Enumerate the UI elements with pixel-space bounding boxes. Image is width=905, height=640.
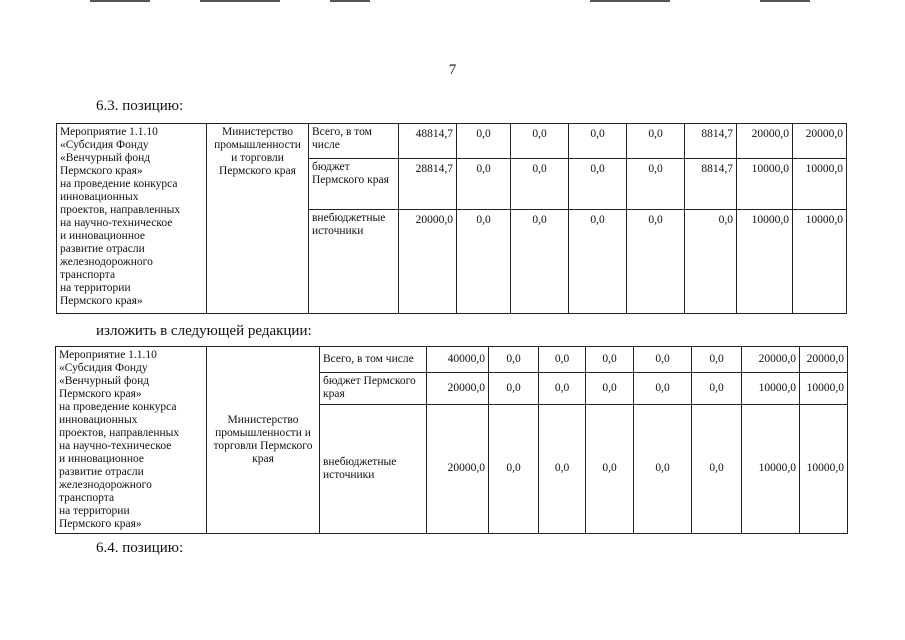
measure-line: проектов, направленных <box>60 204 181 216</box>
value-cell: 0,0 <box>569 210 627 314</box>
value-cell: 0,0 <box>692 373 742 404</box>
value-cell: 0,0 <box>457 210 511 314</box>
value-cell: 0,0 <box>569 124 627 159</box>
measure-line: Пермского края» <box>59 518 142 530</box>
measure-line: на территории <box>60 282 131 294</box>
value-cell: 10000,0 <box>737 210 793 314</box>
value-cell: 20000,0 <box>793 124 847 159</box>
measure-line: транспорта <box>59 492 115 504</box>
value-cell: 0,0 <box>627 124 685 159</box>
value-cell: 10000,0 <box>793 210 847 314</box>
measure-line: Мероприятие 1.1.10 <box>59 349 157 361</box>
value-cell: 20000,0 <box>399 210 457 314</box>
value-cell: 8814,7 <box>685 159 737 210</box>
scan-artifact <box>330 0 370 2</box>
source-cell: бюджет Пермского края <box>309 159 399 210</box>
position-table-old <box>56 123 847 314</box>
executor-cell: Министерство промышленности и торговли Пермского края <box>207 347 320 534</box>
source-cell: Всего, в том числе <box>309 124 399 159</box>
value-cell: 0,0 <box>539 373 586 404</box>
scan-artifact <box>590 0 670 2</box>
value-cell: 0,0 <box>489 404 539 533</box>
source-cell: внебюджетные источники <box>309 210 399 314</box>
value-cell: 20000,0 <box>800 347 848 373</box>
value-cell: 10000,0 <box>800 373 848 404</box>
measure-description <box>57 124 207 314</box>
value-cell: 0,0 <box>569 159 627 210</box>
measure-line: развитие отрасли <box>60 243 145 255</box>
value-cell: 0,0 <box>511 159 569 210</box>
scan-artifact <box>760 0 810 2</box>
value-cell: 0,0 <box>489 373 539 404</box>
value-cell: 0,0 <box>692 347 742 373</box>
value-cell: 0,0 <box>539 347 586 373</box>
value-cell: 10000,0 <box>800 404 848 533</box>
executor-cell: Министерство промышленности и торговли Пермского края <box>207 124 309 314</box>
value-cell: 10000,0 <box>737 159 793 210</box>
value-cell: 0,0 <box>457 124 511 159</box>
value-cell: 0,0 <box>511 124 569 159</box>
measure-line: и инновационное <box>59 453 144 465</box>
value-cell: 10000,0 <box>793 159 847 210</box>
measure-line: на научно-техническое <box>59 440 172 452</box>
measure-line: Пермского края» <box>60 165 143 177</box>
caption-position-6-3: 6.3. позицию: <box>96 98 184 114</box>
measure-line: Пермского края» <box>60 295 143 307</box>
source-cell: внебюджетные источники <box>320 404 427 533</box>
value-cell: 0,0 <box>586 347 634 373</box>
value-cell: 0,0 <box>539 404 586 533</box>
value-cell: 0,0 <box>634 347 692 373</box>
value-cell: 0,0 <box>634 373 692 404</box>
value-cell: 0,0 <box>627 159 685 210</box>
measure-line: железнодорожного <box>60 256 153 268</box>
measure-line: «Венчурный фонд <box>60 152 151 164</box>
measure-line: на проведение конкурса <box>60 178 178 190</box>
value-cell: 8814,7 <box>685 124 737 159</box>
measure-line: «Венчурный фонд <box>59 375 150 387</box>
value-cell: 0,0 <box>692 404 742 533</box>
value-cell: 20000,0 <box>742 347 800 373</box>
value-cell: 28814,7 <box>399 159 457 210</box>
measure-line: «Субсидия Фонду <box>60 139 149 151</box>
value-cell: 20000,0 <box>737 124 793 159</box>
value-cell: 20000,0 <box>427 404 489 533</box>
value-cell: 20000,0 <box>427 373 489 404</box>
measure-line: и инновационное <box>60 230 145 242</box>
value-cell: 0,0 <box>457 159 511 210</box>
value-cell: 0,0 <box>586 373 634 404</box>
page-number: 7 <box>448 62 457 78</box>
value-cell: 0,0 <box>634 404 692 533</box>
measure-line: железнодорожного <box>59 479 152 491</box>
value-cell: 0,0 <box>627 210 685 314</box>
value-cell: 0,0 <box>586 404 634 533</box>
measure-line: Пермского края» <box>59 388 142 400</box>
caption-new-edition: изложить в следующей редакции: <box>96 323 312 339</box>
scan-artifact <box>90 0 150 2</box>
source-cell: Всего, в том числе <box>320 347 427 373</box>
measure-line: транспорта <box>60 269 116 281</box>
measure-line: развитие отрасли <box>59 466 144 478</box>
scan-artifact <box>200 0 280 2</box>
measure-line: инновационных <box>59 414 138 426</box>
measure-description <box>56 347 207 534</box>
measure-line: Мероприятие 1.1.10 <box>60 126 158 138</box>
value-cell: 0,0 <box>511 210 569 314</box>
value-cell: 0,0 <box>685 210 737 314</box>
caption-position-6-4: 6.4. позицию: <box>96 540 184 556</box>
measure-line: «Субсидия Фонду <box>59 362 148 374</box>
value-cell: 48814,7 <box>399 124 457 159</box>
source-cell: бюджет Пермского края <box>320 373 427 404</box>
value-cell: 40000,0 <box>427 347 489 373</box>
measure-line: на научно-техническое <box>60 217 173 229</box>
value-cell: 10000,0 <box>742 373 800 404</box>
value-cell: 0,0 <box>489 347 539 373</box>
measure-line: на проведение конкурса <box>59 401 177 413</box>
measure-line: на территории <box>59 505 130 517</box>
measure-line: инновационных <box>60 191 139 203</box>
measure-line: проектов, направленных <box>59 427 180 439</box>
position-table-new <box>55 346 848 534</box>
value-cell: 10000,0 <box>742 404 800 533</box>
